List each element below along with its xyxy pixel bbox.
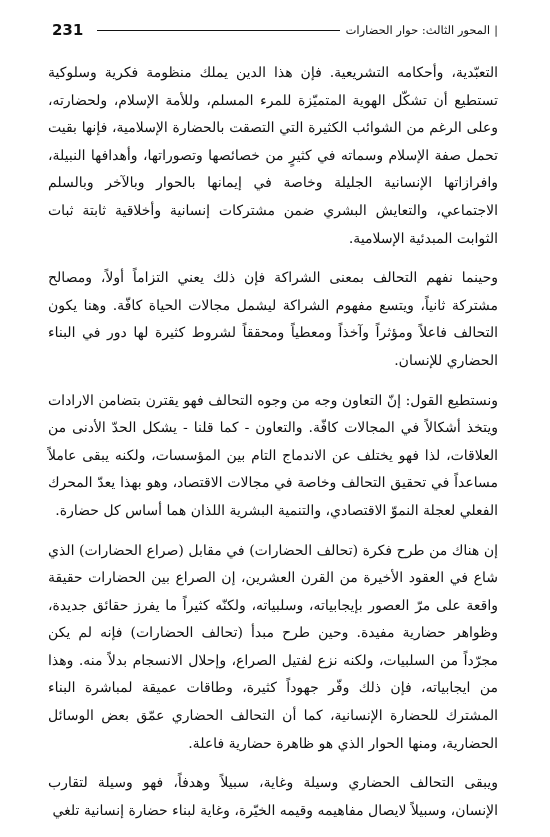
header-rule [97, 30, 339, 31]
page-body [48, 60, 498, 837]
paragraph-4: إن هناك من طرح فكرة (تحالف الحضارات) في مقابل (صراع الحضارات) الذي شاع في العقود الأخيرة من القرن العشرين، إن الصراع بين الحضارات حقيقة واقعة على مرّ العصور بإيجابياته، وسلبياته، ولكنّه كثيراً ما يفرز حقائق جديدة، وظواهر حضارية مفيدة. وحين طرح مبدأ (تحالف الحضارات) فإنه لم يكن مجرّداً من السلبيات، ولكنه نزع لفتيل الصراع، وإحلال الانسجام بدلاً منه. وهذا من ايجابياته، فإن ذلك وفّر جهوداً كثيرة، وطاقات عميقة لمباشرة البناء المشترك للحضارة الإنسانية، كما أن التحالف الحضاري عمّق بعض الوسائل الحضارية، ومنها الحوار الذي هو ظاهرة حضارية فاعلة. [48, 542, 498, 752]
page-header [52, 18, 498, 42]
paragraph-5: ويبقى التحالف الحضاري وسيلة وغاية، سبيلاً وهدفاً، فهو وسيلة لتقارب الإنسان، وسبيلاً لايصال مفاهيمه وقيمه الخيّرة، وغاية لبناء حضارة إنسانية تلغي [48, 775, 498, 819]
header-separator: | [494, 23, 498, 37]
page-number: 231 [52, 21, 84, 39]
paragraph-1: التعبّدية، وأحكامه التشريعية. فإن هذا الدين يملك منظومة فكرية وسلوكية تستطيع أن تشكّل الهوية المتميّزة للمرء المسلم، وللأمة الإسلام، ولحضارته، وعلى الرغم من الشوائب الكثيرة التي التصقت بالحضارة الإسلامية، فإنها بقيت تحمل صفة الإسلام وسماته في كثيرٍ من خصائصها وتصوراتها، وأهدافها النبيلة، وافرازاتها الإنسانية الجليلة وخاصة في إيمانها بالحوار وبالآخر وبالسلم الاجتماعي، والتعايش البشري ضمن مشتركات إنسانية وأخلاقية ثابتة ثبات الثوابت المبدئية الإسلامية. [48, 65, 498, 247]
running-title: المحور الثالث: حوار الحضارات [345, 23, 491, 37]
paragraph-2: وحينما نفهم التحالف بمعنى الشراكة فإن ذلك يعني التزاماً أولاً، ومصالح مشتركة ثانياً، ويتسع مفهوم الشراكة ليشمل مجالات الحياة كافّة. وهنا يكون التحالف فاعلاً ومؤثراً وآخذاً ومعطياً ومحققاً لشروط كثيرة لها دور في البناء الحضاري للإنسان. [48, 270, 499, 369]
running-title-block [346, 23, 498, 37]
paragraph-3: ونستطيع القول: إنّ التعاون وجه من وجوه التحالف فهو يقترن بتضامن الارادات ويتخذ أشكالاً في المجالات كافّة. والتعاون - كما قلنا - يشكل الحدّ الأدنى من العلاقات، لذا فهو يختلف عن الاندماج التام بين المؤسسات، ولكنه يبقى عاملاً مساعداً في تحقيق التحالف وخاصة في مجالات الاقتصاد، وهو بهذا يعدّ المحرك الفعلي لعجلة النموّ الاقتصادي، والتنمية البشرية اللذان هما أساس كل حضارة. [48, 392, 498, 519]
